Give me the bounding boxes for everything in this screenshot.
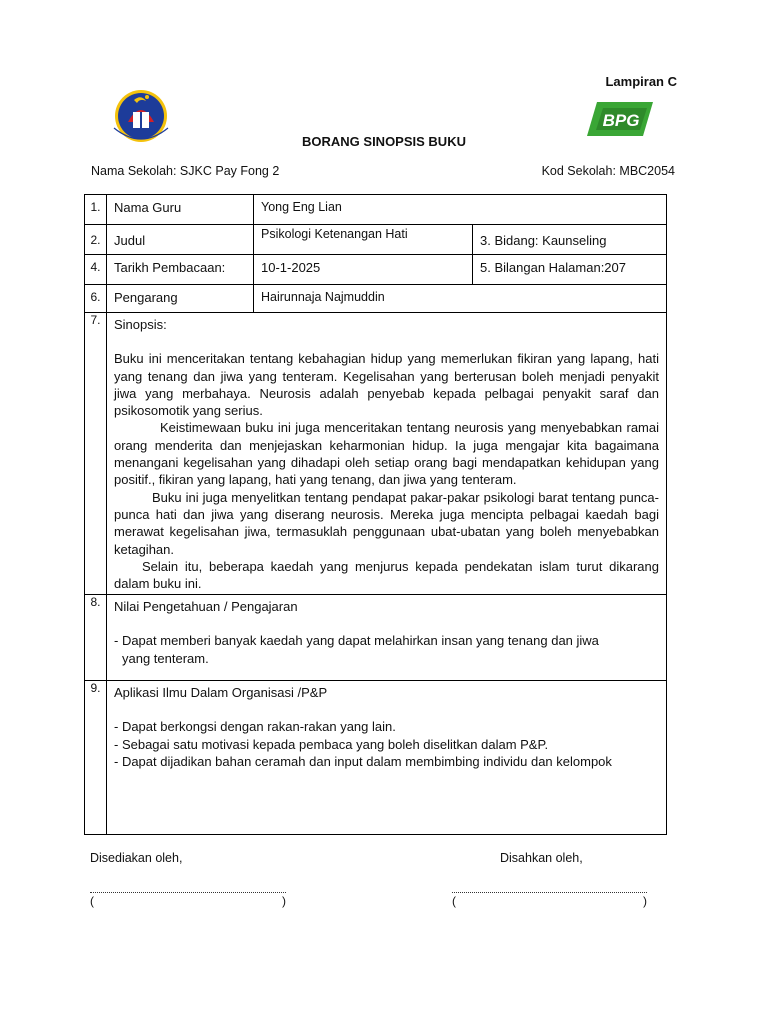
school-name: Nama Sekolah: SJKC Pay Fong 2 xyxy=(91,164,280,178)
value-tarikh[interactable]: 10-1-2025 xyxy=(261,260,321,275)
row-number: 9. xyxy=(90,681,101,695)
nilai-label: Nilai Pengetahuan / Pengajaran xyxy=(114,599,298,614)
aplikasi-line: - Sebagai satu motivasi kepada pembaca yang boleh diselitkan dalam P&P. xyxy=(114,736,549,752)
prepared-by-label: Disediakan oleh, xyxy=(90,851,183,865)
label-nama-guru: Nama Guru xyxy=(114,200,182,215)
bpg-logo-text: BPG xyxy=(602,111,640,130)
row-number: 7. xyxy=(90,313,101,327)
open-paren: ( xyxy=(452,894,456,908)
aplikasi-line: - Dapat berkongsi dengan rakan-rakan yang lain. xyxy=(114,719,396,735)
prepared-name-field[interactable] xyxy=(90,894,286,908)
sinopsis-paragraph: Buku ini menceritakan tentang kebahagian hidup yang memerlukan fikiran yang lapang, hati yang tenang dan jiwa yang tenteram. Kegelisahan yang berterusan boleh menjadi penyakit jiwa yang merbahaya. Neurosis adalah penyebab kepada pelbagai penyakit saraf dan psikosomotik yang serius. xyxy=(114,351,659,419)
approved-signature-line[interactable] xyxy=(452,882,647,893)
sinopsis-label: Sinopsis: xyxy=(114,317,167,332)
nilai-block[interactable] xyxy=(107,595,666,667)
label-tarikh: Tarikh Pembacaan: xyxy=(114,260,226,275)
sinopsis-paragraph: Selain itu, beberapa kaedah yang menjurus kepada pendekatan islam turut dikarang dalam buku ini. xyxy=(114,558,659,592)
lampiran-label: Lampiran C xyxy=(605,74,677,89)
label-pengarang: Pengarang xyxy=(114,290,178,305)
school-code: Kod Sekolah: MBC2054 xyxy=(541,164,675,178)
value-nama-guru[interactable]: Yong Eng Lian xyxy=(261,200,342,214)
close-paren: ) xyxy=(282,894,286,908)
table-row xyxy=(85,595,667,681)
form-title: BORANG SINOPSIS BUKU xyxy=(302,134,466,149)
table-row xyxy=(85,681,667,835)
value-pengarang[interactable]: Hairunnaja Najmuddin xyxy=(261,290,385,304)
table-row xyxy=(85,195,667,225)
close-paren: ) xyxy=(643,894,647,908)
label-judul: Judul xyxy=(114,233,146,248)
table-row xyxy=(85,255,667,285)
nilai-line: yang tenteram. xyxy=(122,650,209,666)
row-number: 4. xyxy=(90,260,101,274)
row-number: 6. xyxy=(90,290,101,304)
table-row xyxy=(85,285,667,313)
value-judul[interactable]: Psikologi Ketenangan Hati xyxy=(261,227,408,241)
sinopsis-paragraph: Buku ini juga menyelitkan tentang pendapat pakar-pakar psikologi barat tentang punca-punca hati dan jiwa yang diserang neurosis. Mereka juga mencipta pelbagai kaedah bagi merawat kegelisahan jiwa, termasuklah penggunaan ubat-ubatan yang boleh menyebabkan ketagihan. xyxy=(114,489,659,557)
value-bilangan-halaman[interactable]: 5. Bilangan Halaman:207 xyxy=(480,260,626,275)
open-paren: ( xyxy=(90,894,94,908)
approved-name-field[interactable] xyxy=(452,894,647,908)
approved-by-label: Disahkan oleh, xyxy=(500,851,583,865)
sinopsis-paragraph: Keistimewaan buku ini juga menceritakan tentang neurosis yang menyebabkan ramai orang menderita dan menjejaskan keharmonian hidup. Ia juga mengajar kita bagaimana menangani kegelisahan yang dihadapi oleh setiap orang bagi mendapatkan kehidupan yang positif., fikiran yang lapang, hati yang tenang, dan jiwa yang tenteram. xyxy=(114,420,659,488)
synopsis-form-table xyxy=(84,194,667,835)
aplikasi-line: - Dapat dijadikan bahan ceramah dan input dalam membimbing individu dan kelompok xyxy=(114,753,612,769)
prepared-signature-line[interactable] xyxy=(90,882,286,893)
aplikasi-label: Aplikasi Ilmu Dalam Organisasi /P&P xyxy=(114,685,328,700)
table-row xyxy=(85,225,667,255)
row-number: 8. xyxy=(90,595,101,609)
row-number: 2. xyxy=(90,233,101,247)
aplikasi-block[interactable] xyxy=(107,681,666,770)
table-row xyxy=(85,313,667,595)
sinopsis-block[interactable] xyxy=(107,313,666,592)
nilai-line: - Dapat memberi banyak kaedah yang dapat melahirkan insan yang tenang dan jiwa xyxy=(114,633,599,649)
value-bidang[interactable]: 3. Bidang: Kaunseling xyxy=(480,233,607,248)
row-number: 1. xyxy=(90,200,101,214)
